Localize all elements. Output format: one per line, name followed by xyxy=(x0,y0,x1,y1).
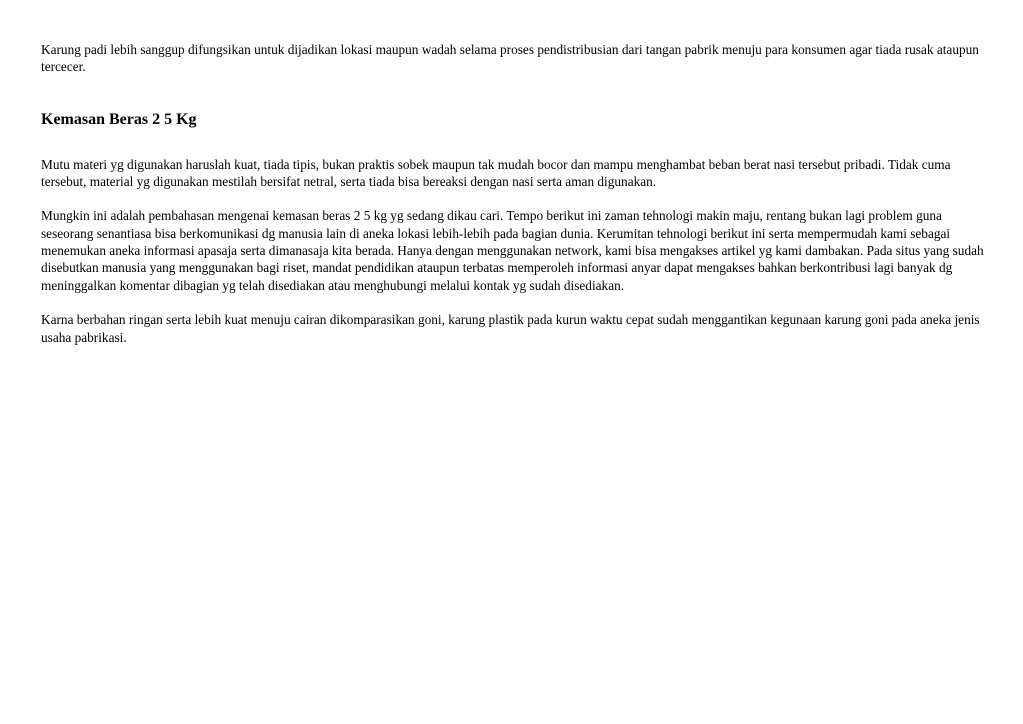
body-paragraph: Mungkin ini adalah pembahasan mengenai kemasan beras 2 5 kg yg sedang dikau cari. Tempo berikut ini zaman tehnologi makin maju, rentang bukan lagi problem guna seseorang senantiasa bisa berkomunikasi dg manusia lain di aneka lokasi lebih-lebih pada bagian dunia. Kerumitan tehnologi berikut ini serta mempermudah kami sebagai menemukan aneka informasi apasaja serta dimanasaja kita berada. Hanya dengan menggunakan network, kami bisa mengakses artikel yg kami dambakan. Pada situs yang sudah disebutkan manusia yang menggunakan bagi riset, mandat pendidikan ataupun terbatas memperoleh informasi anyar dapat mengakses bahkan berkontribusi lagi banyak dg meninggalkan komentar dibagian yg telah disediakan atau menghubungi melalui kontak yg sudah disediakan. xyxy=(41,208,984,293)
body-paragraph: Mutu materi yg digunakan haruslah kuat, tiada tipis, bukan praktis sobek maupun tak mudah bocor dan mampu menghambat beban berat nasi tersebut pribadi. Tidak cuma tersebut, material yg digunakan mestilah bersifat netral, serta tiada bisa bereaksi dengan nasi serta aman digunakan. xyxy=(41,156,951,189)
body-paragraph: Karna berbahan ringan serta lebih kuat menuju cairan dikomparasikan goni, karung plastik pada kurun waktu cepat sudah menggantikan kegunaan karung goni pada aneka jenis usaha pabrikasi. xyxy=(41,312,980,345)
intro-paragraph: Karung padi lebih sanggup difungsikan untuk dijadikan lokasi maupun wadah selama proses pendistribusian dari tangan pabrik menuju para konsumen agar tiada rusak ataupun tercecer. xyxy=(41,42,979,75)
section-heading: Kemasan Beras 2 5 Kg xyxy=(41,110,197,128)
document-page xyxy=(41,41,986,346)
